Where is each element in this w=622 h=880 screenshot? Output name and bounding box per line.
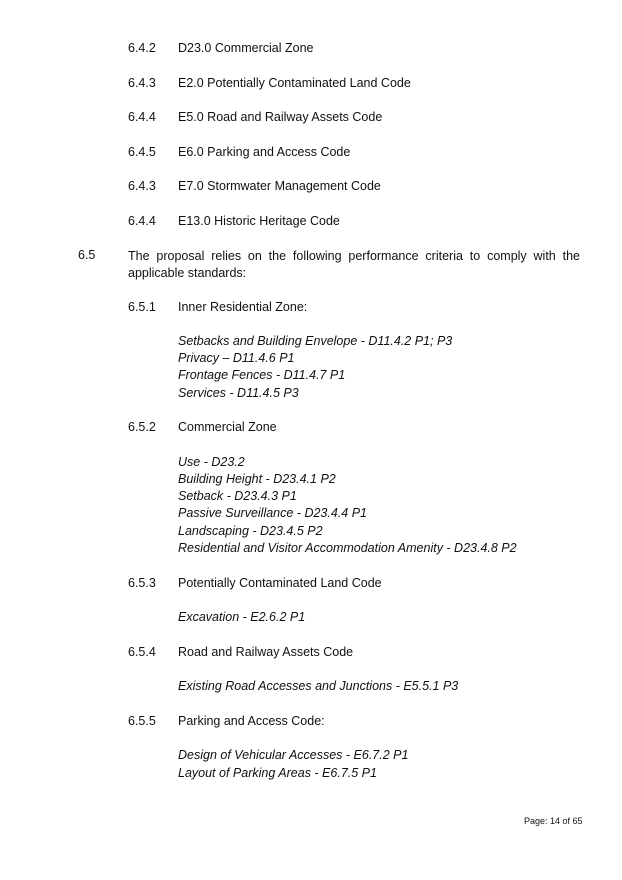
item-number: 6.4.2 xyxy=(128,41,156,55)
item-number: 6.4.3 xyxy=(128,179,156,193)
criterion: Landscaping - D23.4.5 P2 xyxy=(178,524,323,538)
criterion: Layout of Parking Areas - E6.7.5 P1 xyxy=(178,766,377,780)
criterion: Privacy – D11.4.6 P1 xyxy=(178,351,295,365)
criterion: Building Height - D23.4.1 P2 xyxy=(178,472,336,486)
item-number: 6.4.4 xyxy=(128,214,156,228)
item-text: E13.0 Historic Heritage Code xyxy=(178,214,340,228)
page-number: Page: 14 of 65 xyxy=(524,816,583,826)
subsection-number: 6.5.5 xyxy=(128,714,156,728)
criterion: Excavation - E2.6.2 P1 xyxy=(178,610,306,624)
subsection-title: Road and Railway Assets Code xyxy=(178,645,354,659)
subsection-title: Parking and Access Code: xyxy=(178,714,325,728)
subsection-title: Potentially Contaminated Land Code xyxy=(178,576,382,590)
subsection-title: Inner Residential Zone: xyxy=(178,300,308,314)
criterion: Existing Road Accesses and Junctions - E5.5.1 P3 xyxy=(178,679,459,693)
item-text: E7.0 Stormwater Management Code xyxy=(178,179,381,193)
criterion: Passive Surveillance - D23.4.4 P1 xyxy=(178,506,367,520)
subsection-title: Commercial Zone xyxy=(178,420,277,434)
criterion: Residential and Visitor Accommodation Amenity - D23.4.8 P2 xyxy=(178,541,517,555)
criterion: Setbacks and Building Envelope - D11.4.2 P1; P3 xyxy=(178,334,453,348)
criterion: Use - D23.2 xyxy=(178,455,245,469)
criterion: Services - D11.4.5 P3 xyxy=(178,386,299,400)
item-text: E5.0 Road and Railway Assets Code xyxy=(178,110,383,124)
subsection-number: 6.5.3 xyxy=(128,576,156,590)
item-text: D23.0 Commercial Zone xyxy=(178,41,314,55)
item-number: 6.4.5 xyxy=(128,145,156,159)
criterion: Setback - D23.4.3 P1 xyxy=(178,489,297,503)
subsection-number: 6.5.4 xyxy=(128,645,156,659)
section-paragraph: The proposal relies on the following performance criteria to comply with the applicable standards: xyxy=(128,249,580,280)
subsection-number: 6.5.1 xyxy=(128,300,156,314)
subsection-number: 6.5.2 xyxy=(128,420,156,434)
section-number: 6.5 xyxy=(78,248,96,262)
criterion: Design of Vehicular Accesses - E6.7.2 P1 xyxy=(178,748,409,762)
item-number: 6.4.3 xyxy=(128,76,156,90)
item-text: E2.0 Potentially Contaminated Land Code xyxy=(178,76,411,90)
item-number: 6.4.4 xyxy=(128,110,156,124)
item-text: E6.0 Parking and Access Code xyxy=(178,145,351,159)
criterion: Frontage Fences - D11.4.7 P1 xyxy=(178,368,346,382)
